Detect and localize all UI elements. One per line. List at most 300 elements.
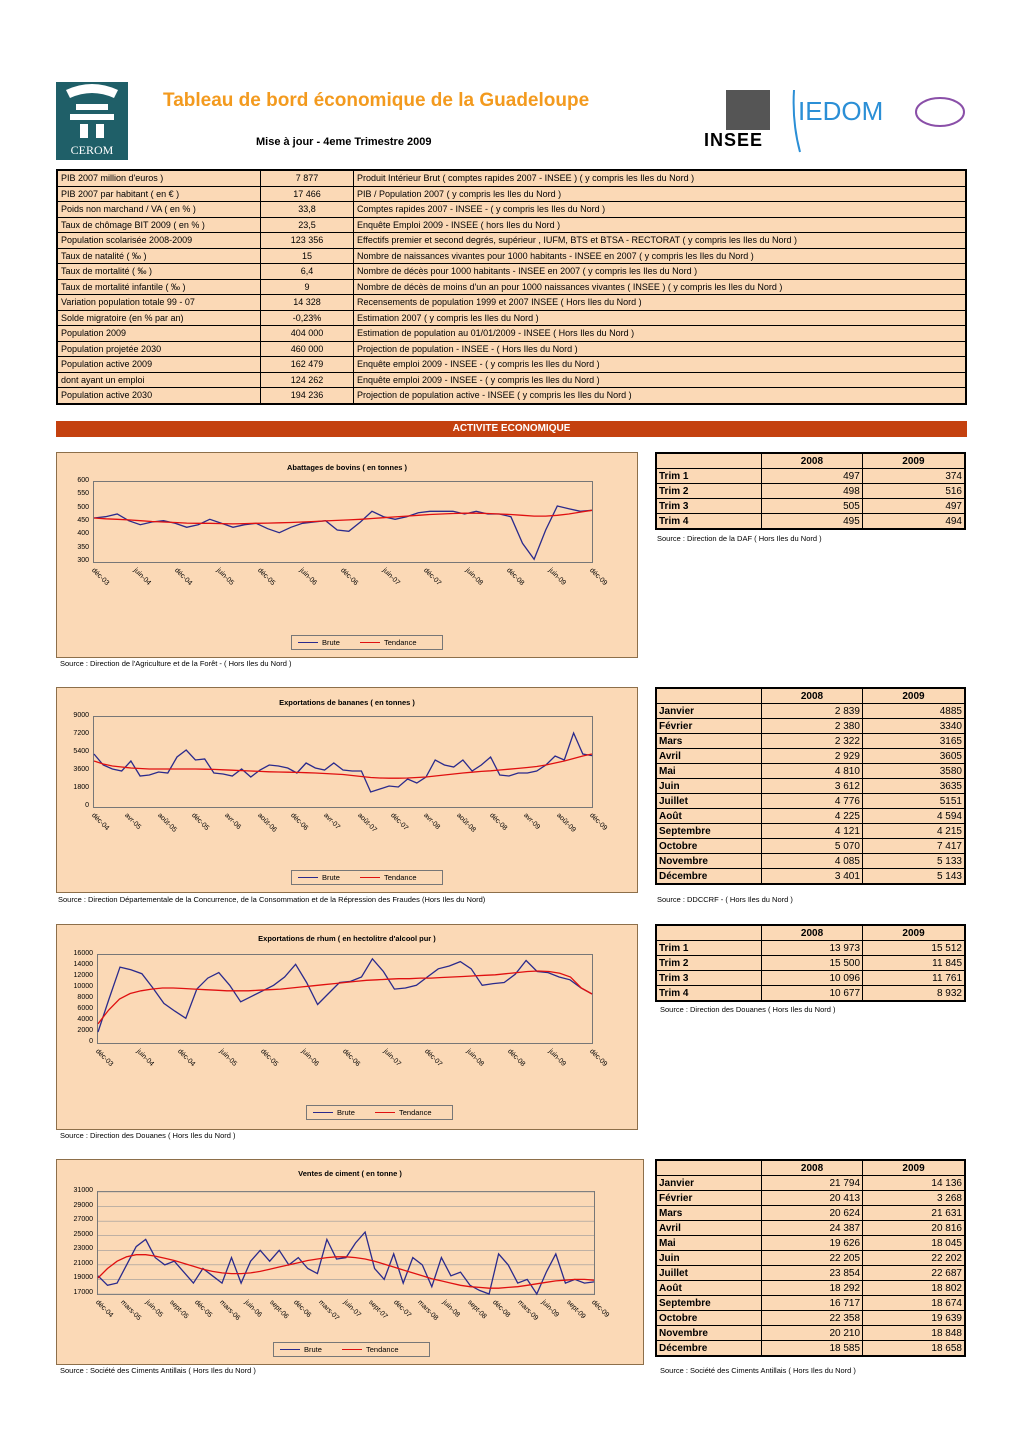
x-tick-label: déc-04 [90,812,111,833]
x-tick-label: août-08 [455,812,477,834]
legend-swatch-brute [298,642,318,643]
section-title: ACTIVITE ECONOMIQUE [56,421,967,437]
table-row [656,794,965,809]
chart-panel [56,687,638,893]
x-tick-label: déc-07 [422,567,443,588]
indicator-value: 6,4 [261,264,354,280]
table-row [656,824,965,839]
x-tick-label: déc-06 [289,812,310,833]
cell-value: 22 358 [762,1311,863,1326]
y-tick-label: 9000 [73,712,89,719]
indicator-description: Estimation 2007 ( y compris les Iles du Nord ) [354,310,967,326]
x-tick-label: juin-08 [441,1299,462,1319]
row-label: Juillet [656,794,762,809]
indicator-row [57,170,966,186]
indicator-label: dont ayant un emploi [57,372,261,388]
cell-value: 18 674 [863,1296,965,1311]
row-label: Octobre [656,1311,762,1326]
chart-source: Source : Direction des Douanes ( Hors Iles du Nord ) [60,1131,236,1140]
table-row [656,1266,965,1281]
indicator-description: Projection de population - INSEE - ( Hors Iles du Nord ) [354,341,967,357]
table-row [656,1341,965,1357]
cell-value: 5151 [862,794,965,809]
indicator-value: 124 262 [261,372,354,388]
cell-value: 374 [862,469,965,484]
cerom-logo-text: CEROM [70,143,114,157]
legend-label-brute: Brute [304,1345,322,1354]
legend-swatch-brute [280,1349,300,1350]
x-tick-label: déc-07 [391,1299,412,1320]
chart-title: Ventes de ciment ( en tonne ) [298,1169,402,1178]
y-tick-label: 350 [77,543,89,551]
table-row [656,1191,965,1206]
x-tick-label: juin-05 [217,1048,238,1068]
y-tick-label: 25000 [73,1230,93,1238]
cell-value: 18 802 [863,1281,965,1296]
x-tick-label: juin-07 [342,1299,362,1319]
table-row [656,1176,965,1191]
table-row [656,1221,965,1236]
x-tick-label: déc-05 [193,1299,214,1320]
table-source: Source : DDCCRF - ( Hors Iles du Nord ) [657,895,793,904]
x-tick-label: août-05 [156,812,179,834]
cell-value: 2 380 [762,719,863,734]
row-label: Novembre [656,1326,762,1341]
y-tick-label: 550 [77,490,89,498]
indicator-row [57,357,966,373]
cell-value: 4885 [862,704,965,719]
plot-area [97,1191,595,1295]
row-label: Juin [656,779,762,794]
x-tick-label: mars-05 [118,1299,142,1323]
x-tick-label: juin-08 [463,567,484,587]
indicator-description: Estimation de population au 01/01/2009 - INSEE ( Hors Iles du Nord ) [354,326,967,342]
chart-lines [98,1192,594,1294]
cell-value: 15 512 [863,941,965,956]
cell-value: 11 845 [863,956,965,971]
cell-value: 4 215 [862,824,965,839]
row-label: Janvier [656,704,762,719]
y-tick-label: 400 [77,530,89,538]
data-table [655,687,966,885]
series-line-brute [98,959,592,1032]
indicator-description: Enquête Emploi 2009 - INSEE ( hors Iles du Nord ) [354,217,967,233]
y-tick-label: 17000 [73,1289,93,1296]
table-source: Source : Direction des Douanes ( Hors Iles du Nord ) [660,1005,836,1014]
cell-value: 19 626 [762,1236,863,1251]
cell-value: 8 932 [863,986,965,1002]
cell-value: 19 639 [863,1311,965,1326]
y-tick-label: 3600 [73,766,89,773]
cell-value: 4 121 [762,824,863,839]
x-tick-label: juin-09 [546,1048,567,1068]
cell-value: 3340 [862,719,965,734]
indicators-table [56,169,967,405]
cell-value: 516 [862,484,965,499]
x-tick-label: déc-06 [292,1299,313,1320]
row-label: Juillet [656,1266,762,1281]
cell-value: 2 839 [762,704,863,719]
cell-value: 2 322 [762,734,863,749]
table-row [656,971,965,986]
row-label: Décembre [656,869,762,885]
table-year-header: 2008 [762,688,863,704]
x-tick-label: juin-07 [382,1048,403,1068]
chart-title: Exportations de bananes ( en tonnes ) [279,698,415,707]
cell-value: 18 292 [762,1281,863,1296]
table-row [656,854,965,869]
x-tick-label: sept-07 [366,1299,389,1321]
x-tick-label: déc-08 [488,812,509,833]
indicator-label: PIB 2007 million d'euros ) [57,170,261,186]
indicator-value: 162 479 [261,357,354,373]
cell-value: 24 387 [762,1221,863,1236]
cell-value: 18 848 [863,1326,965,1341]
indicator-label: Population active 2009 [57,357,261,373]
cell-value: 5 133 [862,854,965,869]
y-tick-label: 29000 [73,1201,93,1209]
cell-value: 3605 [862,749,965,764]
x-tick-label: mars-07 [317,1299,341,1323]
x-tick-label: déc-06 [339,567,360,588]
indicator-label: Taux de mortalité infantile ( ‰ ) [57,279,261,295]
y-tick-label: 10000 [73,983,93,990]
data-table [655,452,966,530]
cell-value: 3165 [862,734,965,749]
legend-swatch-brute [298,877,318,878]
cell-value: 497 [862,499,965,514]
y-tick-label: 23000 [73,1245,93,1253]
x-tick-label: déc-09 [588,812,609,833]
table-row [656,749,965,764]
x-tick-label: juin-06 [299,1048,320,1068]
legend-label-brute: Brute [337,1108,355,1117]
x-tick-label: déc-08 [490,1299,511,1320]
table-year-header: 2008 [762,1160,863,1176]
table-year-header: 2009 [862,688,965,704]
y-tick-label: 8000 [77,994,93,1001]
y-tick-label: 16000 [73,950,93,957]
chart-panel [56,1159,644,1365]
chart-lines [98,955,592,1043]
cell-value: 3 612 [762,779,863,794]
indicator-description: Effectifs premier et second degrés, supérieur , IUFM, BTS et BTSA - RECTORAT ( y compris les Iles du Nord ) [354,233,967,249]
legend-swatch-tendance [375,1112,395,1113]
y-tick-label: 600 [77,477,89,484]
table-row [656,1296,965,1311]
x-tick-label: juin-09 [540,1299,561,1319]
cell-value: 13 973 [762,941,863,956]
indicator-description: Nombre de naissances vivantes pour 1000 habitants - INSEE en 2007 ( y compris les Iles du Nord ) [354,248,967,264]
table-row [656,734,965,749]
row-label: Trim 1 [656,941,762,956]
y-tick-label: 300 [77,557,89,564]
cell-value: 22 202 [863,1251,965,1266]
row-label: Février [656,1191,762,1206]
page-title: Tableau de bord économique de la Guadeloupe [163,90,590,111]
y-tick-label: 12000 [73,972,93,979]
indicator-row [57,264,966,280]
row-label: Mars [656,1206,762,1221]
cell-value: 22 687 [863,1266,965,1281]
y-tick-label: 450 [77,517,89,524]
table-row [656,809,965,824]
y-tick-label: 6000 [77,1005,93,1012]
y-tick-label: 0 [85,802,89,809]
y-tick-label: 14000 [73,961,93,968]
indicator-description: Comptes rapides 2007 - INSEE - ( y compris les Iles du Nord ) [354,202,967,218]
y-tick-label: 1800 [73,784,89,791]
x-tick-label: sept-06 [267,1299,290,1321]
x-tick-label: juin-05 [143,1299,164,1319]
cell-value: 4 085 [762,854,863,869]
table-row [656,941,965,956]
indicator-description: Enquête emploi 2009 - INSEE - ( y compris les Iles du Nord ) [354,372,967,388]
x-tick-label: déc-07 [388,812,409,833]
row-label: Mai [656,764,762,779]
cell-value: 4 225 [762,809,863,824]
cell-value: 497 [762,469,863,484]
table-row [656,1326,965,1341]
cell-value: 5 070 [762,839,863,854]
cell-value: 18 045 [863,1236,965,1251]
y-tick-label: 0 [89,1038,93,1045]
indicator-label: Variation population totale 99 - 07 [57,295,261,311]
cell-value: 7 417 [862,839,965,854]
legend-label-tendance: Tendance [399,1108,432,1117]
iedom-logo [790,82,970,156]
cell-value: 20 413 [762,1191,863,1206]
legend-label-tendance: Tendance [366,1345,399,1354]
row-label: Trim 3 [656,971,762,986]
cell-value: 18 585 [762,1341,863,1357]
indicator-value: 23,5 [261,217,354,233]
series-line-tendance [98,1255,594,1289]
iedom-logo-text: IEDOM [798,96,884,126]
indicator-description: Projection de population active - INSEE ( y compris les Iles du Nord ) [354,388,967,404]
table-row [656,1311,965,1326]
x-tick-label: déc-08 [505,1048,526,1069]
indicator-row [57,341,966,357]
data-table [655,1159,966,1357]
row-label: Janvier [656,1176,762,1191]
y-tick-label: 7200 [73,730,89,737]
y-tick-label: 21000 [73,1259,93,1267]
row-label: Septembre [656,824,762,839]
data-table [655,924,966,1002]
x-tick-label: juin-05 [214,567,235,587]
cell-value: 21 794 [762,1176,863,1191]
iedom-emblem-icon [790,82,970,156]
series-line-brute [98,1232,594,1294]
indicator-value: 404 000 [261,326,354,342]
cell-value: 494 [862,514,965,530]
table-row [656,839,965,854]
legend-label-brute: Brute [322,873,340,882]
table-corner [656,688,762,704]
table-corner [656,1160,762,1176]
x-tick-label: avr-06 [222,812,242,831]
series-line-brute [94,733,592,792]
table-row [656,1236,965,1251]
row-label: Trim 2 [656,484,762,499]
indicator-value: 17 466 [261,186,354,202]
table-row [656,779,965,794]
table-year-header: 2009 [862,453,965,469]
indicator-label: Poids non marchand / VA ( en % ) [57,202,261,218]
table-source: Source : Société des Ciments Antillais ( Hors Iles du Nord ) [660,1366,856,1375]
indicator-row [57,326,966,342]
cell-value: 14 136 [863,1176,965,1191]
indicator-description: Recensements de population 1999 et 2007 INSEE ( Hors Iles du Nord ) [354,295,967,311]
cell-value: 18 658 [863,1341,965,1357]
insee-logo-text: INSEE [704,130,764,150]
plot-area [93,716,593,808]
indicator-value: 7 877 [261,170,354,186]
table-row [656,704,965,719]
legend-label-brute: Brute [322,638,340,647]
x-tick-label: mars-08 [416,1299,440,1323]
chart-legend [291,635,443,650]
row-label: Trim 2 [656,956,762,971]
cell-value: 498 [762,484,863,499]
x-tick-label: déc-05 [189,812,210,833]
x-tick-label: sept-08 [466,1299,488,1321]
x-tick-label: déc-09 [588,567,609,588]
indicator-row [57,310,966,326]
cell-value: 20 210 [762,1326,863,1341]
x-tick-label: déc-09 [588,1048,609,1069]
x-tick-label: juin-04 [131,567,152,587]
cell-value: 495 [762,514,863,530]
chart-panel [56,452,638,658]
cell-value: 20 816 [863,1221,965,1236]
legend-swatch-tendance [360,642,380,643]
x-tick-label: avr-07 [322,812,342,831]
cell-value: 23 854 [762,1266,863,1281]
indicator-value: 14 328 [261,295,354,311]
cell-value: 3635 [862,779,965,794]
x-tick-label: avr-05 [123,812,143,831]
x-tick-label: déc-07 [423,1048,444,1069]
row-label: Trim 3 [656,499,762,514]
legend-swatch-tendance [342,1349,362,1350]
table-year-header: 2009 [863,925,965,941]
y-tick-label: 31000 [73,1187,93,1194]
cerom-logo [56,82,128,160]
table-row [656,869,965,885]
indicator-row [57,372,966,388]
page-subtitle: Mise à jour - 4eme Trimestre 2009 [256,136,432,148]
indicator-row [57,202,966,218]
cell-value: 4 776 [762,794,863,809]
series-line-tendance [94,754,592,778]
row-label: Juin [656,1251,762,1266]
cell-value: 15 500 [762,956,863,971]
row-label: Novembre [656,854,762,869]
row-label: Février [656,719,762,734]
table-row [656,499,965,514]
table-row [656,469,965,484]
chart-source: Source : Direction Départementale de la Concurrence, de la Consommation et de la Répression des Fraudes (Hors Iles du Nord) [58,895,486,904]
indicator-label: Taux de mortalité ( ‰ ) [57,264,261,280]
indicator-label: Solde migratoire (en % par an) [57,310,261,326]
cell-value: 22 205 [762,1251,863,1266]
cell-value: 10 096 [762,971,863,986]
indicator-row [57,217,966,233]
indicator-description: Produit Intérieur Brut ( comptes rapides 2007 - INSEE ) ( y compris les Iles du Nord ) [354,170,967,186]
row-label: Octobre [656,839,762,854]
x-tick-label: déc-09 [590,1299,611,1320]
indicator-row [57,233,966,249]
indicator-value: 460 000 [261,341,354,357]
x-tick-label: déc-05 [258,1048,279,1069]
y-tick-label: 500 [77,503,89,511]
chart-lines [94,717,592,807]
cell-value: 16 717 [762,1296,863,1311]
plot-area [97,954,593,1044]
indicator-value: 194 236 [261,388,354,404]
x-tick-label: août-07 [355,812,378,834]
indicator-row [57,388,966,404]
chart-legend [291,870,443,885]
table-corner [656,453,762,469]
x-tick-label: avr-09 [521,812,541,831]
series-line-brute [94,506,592,559]
cell-value: 20 624 [762,1206,863,1221]
row-label: Mai [656,1236,762,1251]
x-tick-label: déc-04 [176,1048,197,1069]
indicator-label: Population active 2030 [57,388,261,404]
row-label: Trim 4 [656,514,762,530]
table-year-header: 2009 [863,1160,965,1176]
cerom-emblem-icon [56,82,128,142]
legend-swatch-tendance [360,877,380,878]
chart-panel [56,924,638,1130]
indicator-value: 9 [261,279,354,295]
indicator-label: PIB 2007 par habitant ( en € ) [57,186,261,202]
table-corner [656,925,762,941]
chart-source: Source : Société des Ciments Antillais ( Hors Iles du Nord ) [60,1366,256,1375]
row-label: Août [656,1281,762,1296]
indicator-row [57,248,966,264]
table-year-header: 2008 [762,453,863,469]
x-tick-label: déc-04 [173,567,194,588]
insee-emblem-icon [726,90,770,130]
row-label: Avril [656,749,762,764]
row-label: Mars [656,734,762,749]
x-tick-label: déc-03 [94,1048,115,1069]
table-year-header: 2008 [762,925,863,941]
y-tick-label: 2000 [77,1027,93,1034]
row-label: Trim 4 [656,986,762,1002]
cell-value: 4 594 [862,809,965,824]
indicator-value: 15 [261,248,354,264]
x-tick-label: mars-06 [218,1299,242,1323]
indicator-description: PIB / Population 2007 ( y compris les Iles du Nord ) [354,186,967,202]
indicator-description: Enquête emploi 2009 - INSEE - ( y compris les Iles du Nord ) [354,357,967,373]
indicator-value: -0,23% [261,310,354,326]
x-tick-label: juin-07 [380,567,401,587]
x-tick-label: déc-05 [256,567,277,588]
cell-value: 3 401 [762,869,863,885]
y-tick-label: 19000 [73,1274,93,1282]
cell-value: 2 929 [762,749,863,764]
indicator-label: Population scolarisée 2008-2009 [57,233,261,249]
y-tick-label: 4000 [77,1016,93,1023]
table-row [656,1281,965,1296]
table-row [656,1251,965,1266]
